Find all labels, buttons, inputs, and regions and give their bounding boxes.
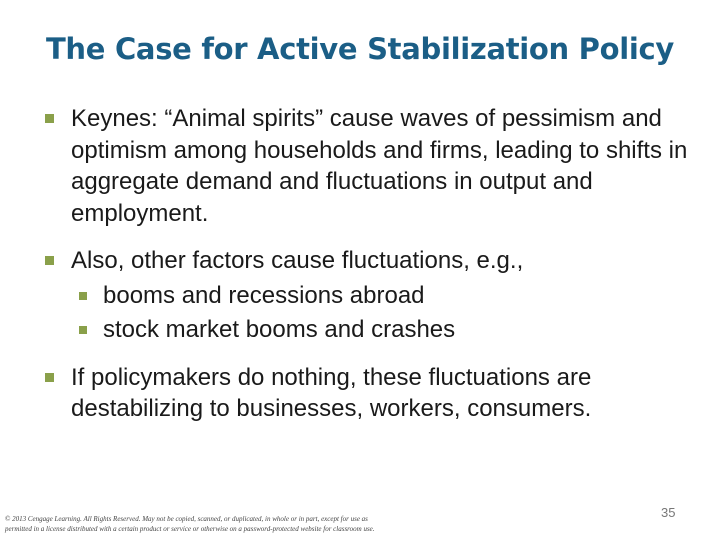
sub-bullet-list xyxy=(71,280,694,346)
slide-title: The Case for Active Stabilization Policy xyxy=(45,32,675,66)
copyright-line: © 2013 Cengage Learning. All Rights Reserved. May not be copied, scanned, or duplicated, in whole or in part, except for use as xyxy=(5,515,368,523)
square-bullet-icon xyxy=(45,373,54,382)
bullet-item-other-factors xyxy=(44,245,694,346)
bullet-text: If policymakers do nothing, these fluctuations are destabilizing to businesses, workers, consumers. xyxy=(71,363,592,422)
sub-bullet-text: booms and recessions abroad xyxy=(103,281,425,309)
page-number: 35 xyxy=(661,505,676,520)
bullet-text: Also, other factors cause fluctuations, e.g., xyxy=(71,247,524,274)
sub-bullet-item xyxy=(79,280,694,312)
bullet-item-keynes xyxy=(44,103,694,229)
square-bullet-icon xyxy=(45,256,54,265)
square-bullet-icon xyxy=(79,326,87,334)
bullet-item-policymakers xyxy=(44,362,694,425)
bullet-text: Keynes: “Animal spirits” cause waves of pessimism and optimism among households and firms, leading to shifts in aggregate demand and fluctuations in output and employment. xyxy=(71,105,688,227)
bullet-list xyxy=(44,103,694,425)
copyright-line: permitted in a license distributed with a certain product or service or otherwise on a password-protected website for classroom use. xyxy=(5,525,375,533)
square-bullet-icon xyxy=(79,292,87,300)
sub-bullet-item xyxy=(79,314,694,346)
square-bullet-icon xyxy=(45,114,54,123)
sub-bullet-text: stock market booms and crashes xyxy=(103,316,456,343)
copyright-notice xyxy=(5,514,445,534)
